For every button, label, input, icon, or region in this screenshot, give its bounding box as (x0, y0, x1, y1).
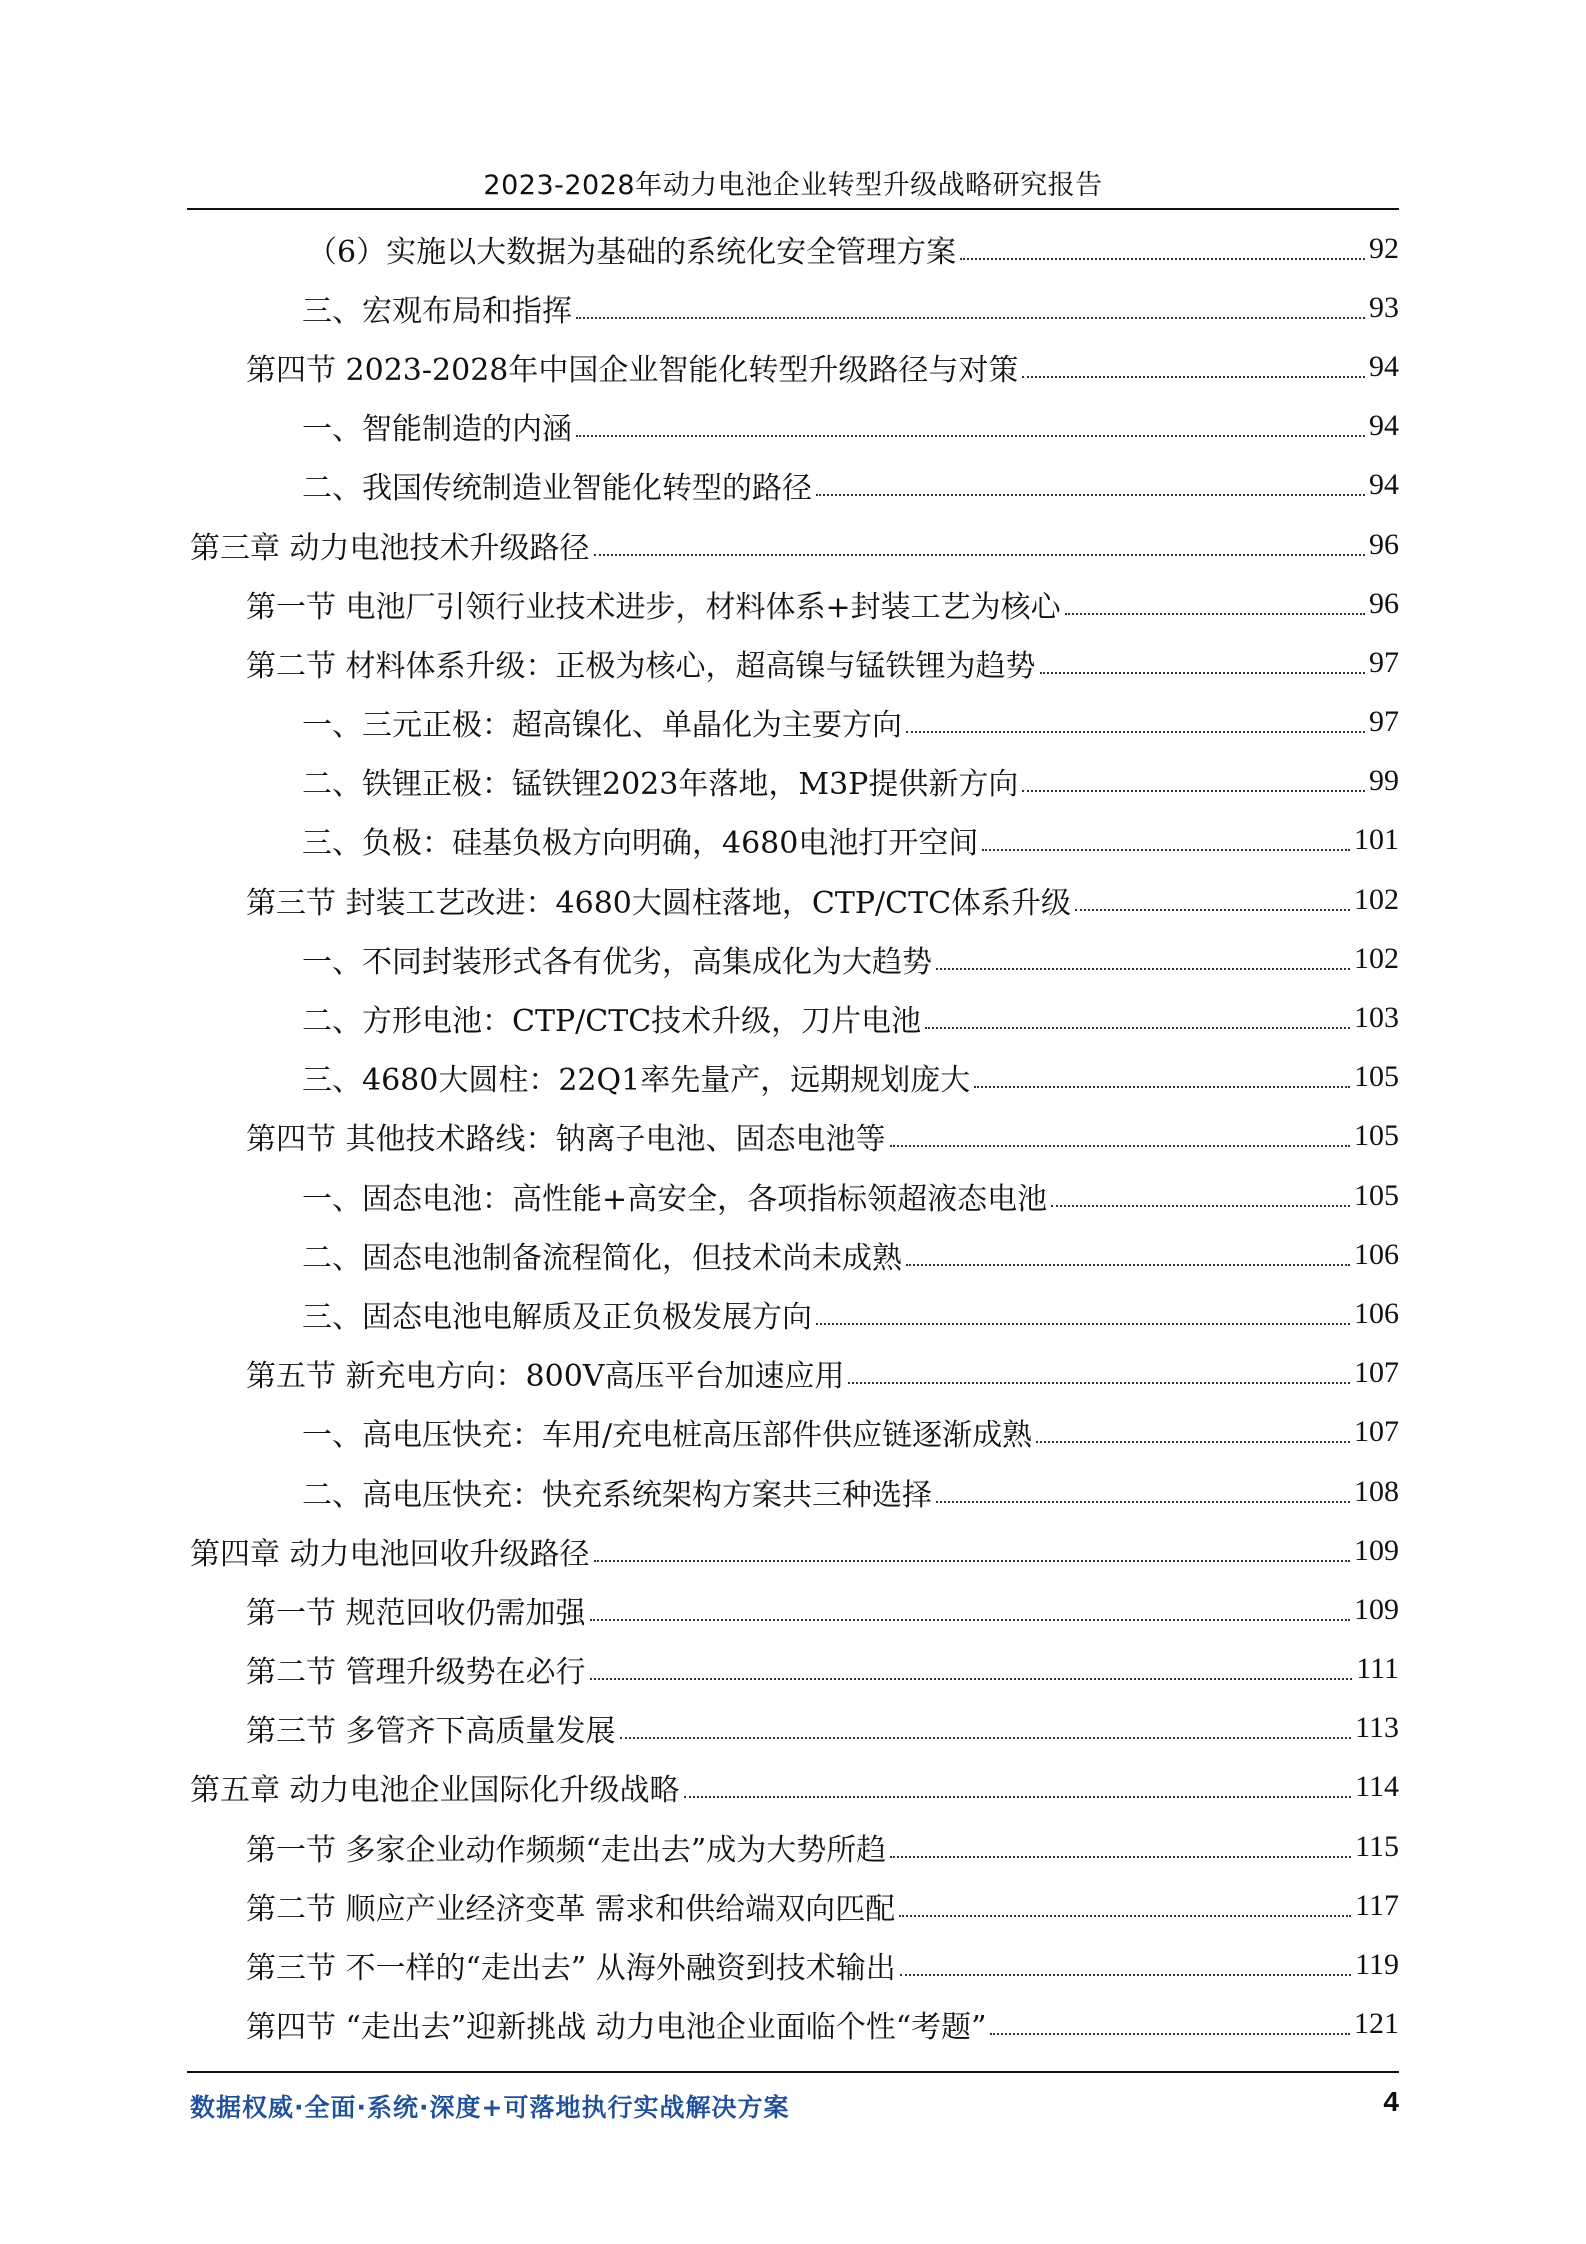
toc-entry[interactable] (246, 574, 1399, 633)
toc-entry-title: 第三节 多管齐下高质量发展 (246, 1714, 616, 1750)
toc-dot-leader (990, 2003, 1350, 2035)
toc-entry-page: 99 (1369, 764, 1399, 798)
toc-entry[interactable] (302, 1462, 1399, 1521)
toc-entry[interactable] (302, 693, 1399, 752)
toc-dot-leader (1022, 346, 1365, 378)
toc-entry-page: 94 (1369, 468, 1399, 502)
toc-entry[interactable] (246, 1817, 1399, 1876)
toc-entry-title: 一、智能制造的内涵 (302, 412, 572, 448)
toc-entry[interactable] (302, 811, 1399, 870)
toc-dot-leader (1040, 642, 1365, 674)
toc-dot-leader (936, 938, 1350, 970)
toc-entry-title: 第三节 封装工艺改进：4680大圆柱落地，CTP/CTC体系升级 (246, 885, 1072, 921)
toc-entry-page: 102 (1354, 941, 1399, 975)
toc-entry[interactable] (302, 1284, 1399, 1343)
toc-entry-title: 一、三元正极：超高镍化、单晶化为主要方向 (302, 708, 902, 744)
toc-entry-title: 第五节 新充电方向：800V高压平台加速应用 (246, 1359, 845, 1395)
toc-entry-title: 二、固态电池制备流程简化，但技术尚未成熟 (302, 1240, 902, 1276)
toc-dot-leader (906, 1234, 1350, 1266)
toc-entry[interactable] (302, 278, 1399, 337)
footer-slogan: 数据权威·全面·系统·深度+可落地执行实战解决方案 (190, 2093, 790, 2122)
toc-entry-page: 105 (1354, 1119, 1399, 1153)
toc-entry-title: 第一节 规范回收仍需加强 (246, 1595, 586, 1631)
toc-entry[interactable] (302, 1403, 1399, 1462)
toc-entry-title: 第四节 2023-2028年中国企业智能化转型升级路径与对策 (246, 352, 1019, 388)
toc-dot-leader (576, 405, 1365, 437)
toc-dot-leader (816, 1293, 1350, 1325)
toc-dot-leader (925, 997, 1350, 1029)
footer-page-number: 4 (1383, 2086, 1399, 2117)
toc-entry-title: 二、方形电池：CTP/CTC技术升级，刀片电池 (302, 1004, 922, 1040)
toc-entry-title: 第二节 管理升级势在必行 (246, 1655, 586, 1691)
toc-entry-page: 105 (1354, 1060, 1399, 1094)
toc-entry-page: 111 (1356, 1652, 1399, 1686)
toc-dot-leader (890, 1115, 1350, 1147)
toc-entry-title: 第三节 不一样的“走出去” 从海外融资到技术输出 (246, 1951, 896, 1987)
toc-entry-title: 第二节 顺应产业经济变革 需求和供给端双向匹配 (246, 1891, 896, 1927)
table-of-contents (0, 219, 1586, 2054)
toc-dot-leader (1022, 760, 1365, 792)
toc-dot-leader (982, 819, 1350, 851)
toc-entry[interactable] (246, 1699, 1399, 1758)
toc-entry-page: 109 (1354, 1533, 1399, 1567)
toc-entry[interactable] (246, 1876, 1399, 1935)
toc-entry-title: （6）实施以大数据为基础的系统化安全管理方案 (307, 234, 957, 270)
toc-entry-title: 一、高电压快充：车用/充电桩高压部件供应链逐渐成熟 (302, 1418, 1033, 1454)
toc-dot-leader (1036, 1411, 1350, 1443)
toc-entry-page: 96 (1369, 586, 1399, 620)
toc-entry-page: 94 (1369, 409, 1399, 443)
toc-entry-title: 三、4680大圆柱：22Q1率先量产，远期规划庞大 (302, 1063, 971, 1099)
toc-entry-page: 97 (1369, 645, 1399, 679)
toc-entry-page: 114 (1355, 1770, 1399, 1804)
toc-entry-title: 第一节 电池厂引领行业技术进步，材料体系+封装工艺为核心 (246, 589, 1061, 625)
toc-entry[interactable] (302, 1166, 1399, 1225)
toc-dot-leader (594, 524, 1365, 556)
toc-entry[interactable] (302, 1048, 1399, 1107)
toc-dot-leader (936, 1471, 1350, 1503)
toc-entry-title: 第四章 动力电池回收升级路径 (190, 1536, 590, 1572)
toc-dot-leader (974, 1056, 1350, 1088)
toc-entry-page: 117 (1355, 1888, 1399, 1922)
toc-dot-leader (684, 1766, 1352, 1798)
toc-entry[interactable] (246, 633, 1399, 692)
toc-entry-title: 一、不同封装形式各有优劣，高集成化为大趋势 (302, 944, 932, 980)
toc-entry[interactable] (246, 1107, 1399, 1166)
toc-entry[interactable] (246, 870, 1399, 929)
toc-entry-page: 103 (1354, 1001, 1399, 1035)
toc-dot-leader (900, 1944, 1351, 1976)
toc-entry[interactable] (246, 1995, 1399, 2054)
toc-entry-page: 94 (1369, 349, 1399, 383)
footer-divider (187, 2071, 1399, 2073)
toc-entry-page: 121 (1354, 2007, 1399, 2041)
toc-entry[interactable] (190, 1758, 1399, 1817)
header-divider (187, 208, 1399, 210)
toc-entry[interactable] (246, 1344, 1399, 1403)
toc-dot-leader (1065, 583, 1365, 615)
toc-entry[interactable] (302, 1225, 1399, 1284)
toc-entry[interactable] (246, 1580, 1399, 1639)
toc-entry-page: 101 (1354, 823, 1399, 857)
toc-entry[interactable] (246, 337, 1399, 396)
toc-entry-page: 113 (1355, 1711, 1399, 1745)
toc-entry-title: 二、我国传统制造业智能化转型的路径 (302, 471, 812, 507)
toc-dot-leader (890, 1826, 1351, 1858)
toc-entry[interactable] (302, 929, 1399, 988)
toc-entry[interactable] (302, 397, 1399, 456)
toc-entry-page: 119 (1355, 1948, 1399, 1982)
toc-entry[interactable] (307, 219, 1399, 278)
toc-entry[interactable] (246, 1935, 1399, 1994)
toc-entry-title: 第三章 动力电池技术升级路径 (190, 530, 590, 566)
toc-entry-page: 92 (1369, 231, 1399, 265)
toc-entry-page: 105 (1354, 1178, 1399, 1212)
toc-dot-leader (590, 1589, 1350, 1621)
toc-dot-leader (1075, 879, 1350, 911)
toc-dot-leader (848, 1352, 1350, 1384)
toc-entry-page: 107 (1354, 1415, 1399, 1449)
toc-entry-page: 107 (1354, 1356, 1399, 1390)
toc-entry-page: 96 (1369, 527, 1399, 561)
toc-entry-title: 三、固态电池电解质及正负极发展方向 (302, 1299, 812, 1335)
toc-entry-title: 第四节 “走出去”迎新挑战 动力电池企业面临个性“考题” (246, 2010, 987, 2046)
toc-entry-title: 第四节 其他技术路线：钠离子电池、固态电池等 (246, 1122, 886, 1158)
toc-entry[interactable] (190, 1521, 1399, 1580)
toc-entry[interactable] (190, 515, 1399, 574)
toc-entry-title: 第一节 多家企业动作频频“走出去”成为大势所趋 (246, 1832, 887, 1868)
toc-entry-title: 二、高电压快充：快充系统架构方案共三种选择 (302, 1477, 932, 1513)
toc-entry-title: 一、固态电池：高性能+高安全，各项指标领超液态电池 (302, 1181, 1048, 1217)
toc-dot-leader (816, 464, 1365, 496)
toc-dot-leader (960, 228, 1365, 260)
toc-entry-title: 第二节 材料体系升级：正极为核心，超高镍与锰铁锂为趋势 (246, 648, 1036, 684)
toc-entry-title: 二、铁锂正极：锰铁锂2023年落地，M3P提供新方向 (302, 767, 1019, 803)
toc-entry-page: 106 (1354, 1296, 1399, 1330)
toc-entry[interactable] (302, 752, 1399, 811)
toc-dot-leader (620, 1707, 1352, 1739)
toc-dot-leader (576, 287, 1365, 319)
toc-entry[interactable] (302, 456, 1399, 515)
toc-dot-leader (590, 1648, 1353, 1680)
toc-entry-page: 97 (1369, 705, 1399, 739)
toc-entry-page: 106 (1354, 1237, 1399, 1271)
toc-entry[interactable] (246, 1640, 1399, 1699)
toc-entry[interactable] (302, 988, 1399, 1047)
toc-entry-title: 三、宏观布局和指挥 (302, 293, 572, 329)
toc-entry-page: 93 (1369, 290, 1399, 324)
toc-entry-page: 102 (1354, 882, 1399, 916)
toc-entry-page: 115 (1355, 1829, 1399, 1863)
toc-entry-page: 109 (1354, 1592, 1399, 1626)
toc-dot-leader (1051, 1175, 1350, 1207)
toc-entry-title: 第五章 动力电池企业国际化升级战略 (190, 1773, 680, 1809)
toc-dot-leader (594, 1530, 1350, 1562)
toc-entry-title: 三、负极：硅基负极方向明确，4680电池打开空间 (302, 826, 979, 862)
toc-dot-leader (906, 701, 1365, 733)
page-header-title: 2023-2028年动力电池企业转型升级战略研究报告 (483, 170, 1103, 201)
toc-dot-leader (899, 1885, 1351, 1917)
toc-entry-page: 108 (1354, 1474, 1399, 1508)
